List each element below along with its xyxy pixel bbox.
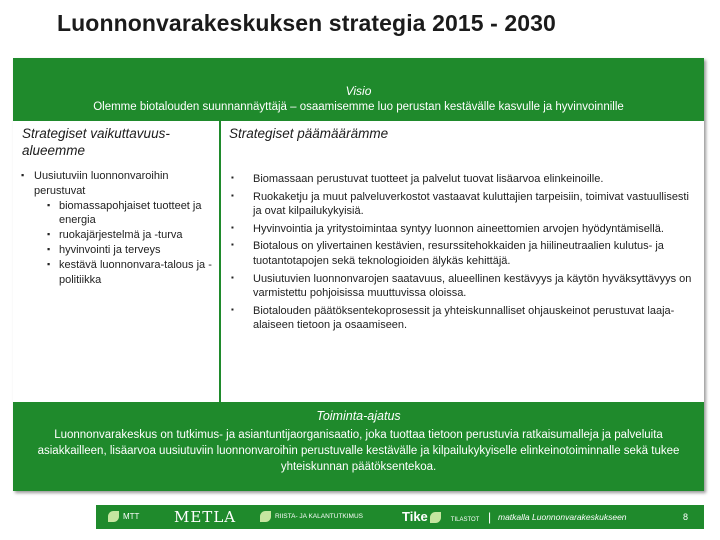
strategic-goal-item: ▪ Hyvinvointia ja yritystoimintaa syntyy luonnon aineettomien arvojen hyödyntämisellä. [231,222,693,237]
footer-website[interactable]: matkalla Luonnonvarakeskukseen [498,512,627,522]
impact-area-main: ▪ Uusiutuviin luonnonvaroihin perustuvat [21,169,217,199]
metla-logo: METLA [174,508,237,526]
toiminta-heading: Toiminta-ajatus [316,409,401,423]
visio-heading: Visio [345,84,372,98]
strategic-goal-item: ▪ Biomassaan perustuvat tuotteet ja palvelut tuovat lisäarvoa elinkeinoille. [231,172,693,187]
footer-separator: | [488,510,492,524]
strategy-panel [13,58,704,491]
strategy-content [13,121,704,402]
impact-area-item: ▪ hyvinvointi ja terveys [41,243,217,258]
mtt-logo-text: MTT [123,512,140,521]
tike-logo [402,505,479,529]
tike-logo-text: Tike [402,509,428,524]
tike-logo-sub: TILASTOT [450,517,480,523]
strategic-goals-heading: Strategiset päämäärämme [229,126,389,141]
strategic-goal-item: ▪ Biotalous on ylivertainen kestävien, resurssitehokkaiden ja hiilineutraalien kulutus- ja tuotantotapojen sekä teknologioiden älykäs kehittäjä. [231,239,693,268]
impact-area-item: ▪ kestävä luonnonvara-talous ja -politiikka [41,258,217,288]
strategic-goal-item: ▪ Ruokaketju ja muut palveluverkostot vastaavat kuluttajien tarpeisiin, toimivat vastuullisesti ja ovat kilpailukykyisiä. [231,190,693,219]
page-title: Luonnonvarakeskuksen strategia 2015 - 2030 [57,10,556,36]
strategic-goals-column [221,121,704,402]
rkt-logo [260,505,363,529]
footer-bar [96,505,704,529]
impact-area-item: ▪ biomassapohjaiset tuotteet ja energia [41,199,217,229]
impact-areas-column [13,121,221,402]
impact-areas-heading: Strategiset vaikuttavuus-alueemme [22,126,170,158]
visio-text: Olemme biotalouden suunnannäyttäjä – osaamisemme luo perustan kestävälle kasvulle ja hyvinvoinnille [93,101,624,113]
strategic-goal-item: ▪ Uusiutuvien luonnonvarojen saatavuus, alueellinen kestävyys ja käytön hyväksyttävyys on varmistettu pohjoisissa muuttuvissa oloissa. [231,272,693,301]
leaf-icon [430,512,441,523]
page-number: 8 [682,512,688,522]
mtt-logo [108,505,139,529]
strategic-goal-item: ▪ Biotalouden päätöksentekoprosessit ja yhteiskunnalliset ohjauskeinot perustuvat laaja-alaiseen tietoon ja osaamiseen. [231,304,693,333]
strategic-goals-list [231,172,693,336]
impact-areas-list [21,169,217,287]
toiminta-text: Luonnonvarakeskus on tutkimus- ja asiantuntijaorganisaatio, joka tuottaa tietoon perustuvia ratkaisumalleja ja palveluita asiakkailleen, lisäarvoa uusiutuviin luonnonvaroihin perustuvalle kestävälle ja kilpailukykyiselle elinkeinotoiminnalle sekä tukee yhteiskunnan päätöksentekoa. [37,429,680,473]
rkt-logo-text: RIISTA- JA KALANTUTKIMUS [275,513,364,520]
fish-icon [260,511,271,522]
leaf-icon [108,511,119,522]
impact-area-item: ▪ ruokajärjestelmä ja -turva [41,228,217,243]
